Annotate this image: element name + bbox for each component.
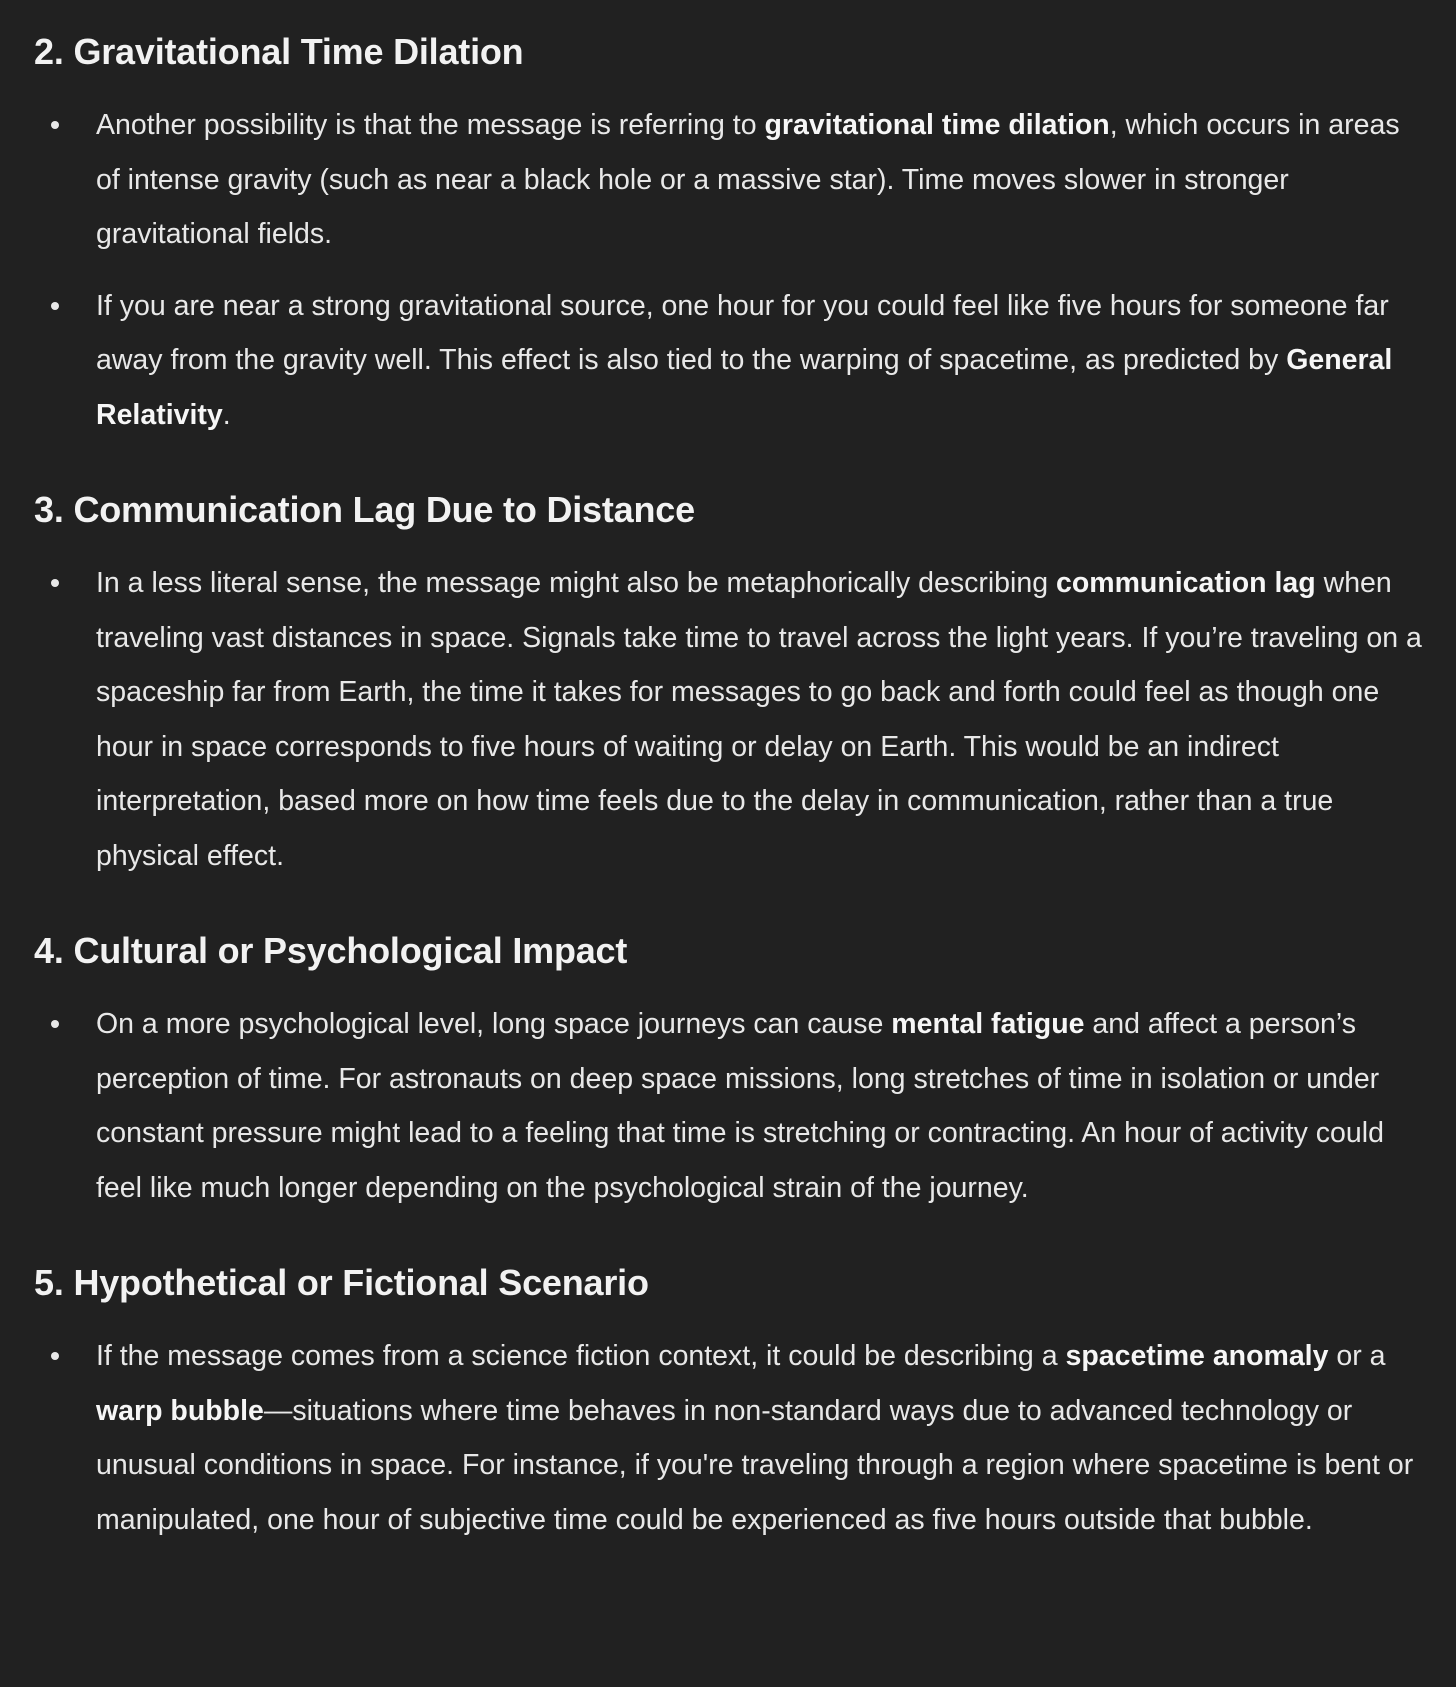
section-number: 4.: [34, 930, 64, 971]
bullet-item: [34, 997, 1422, 1215]
text-run: If you are near a strong gravitational source, one hour for you could feel like five hours for someone far away from the gravity well. This effect is also tied to the warping of spacetime, as predicted by: [96, 289, 1389, 376]
section-2: [34, 24, 1422, 442]
section-heading: [34, 923, 1422, 979]
text-run: and affect a person’s perception of time. For astronauts on deep space missions, long stretches of time in isolation or under constant pressure might lead to a feeling that time is stretching or contracting. An hour of activity could feel like much longer depending on the psychological strain of the journey.: [96, 1008, 1384, 1204]
section-title: Gravitational Time Dilation: [73, 31, 524, 72]
bullet-item: [34, 279, 1422, 443]
bullet-list: [34, 997, 1422, 1215]
text-run: .: [222, 398, 231, 431]
section-number: 5.: [34, 1262, 64, 1303]
bullet-list: [34, 1329, 1422, 1547]
section-heading: [34, 24, 1422, 80]
text-run: , which occurs in areas of intense gravity (such as near a black hole or a massive star). Time moves slower in stronger gravitational fields.: [96, 109, 1400, 250]
text-run: —situations where time behaves in non-standard ways due to advanced technology or unusual conditions in space. For instance, if you're traveling through a region where spacetime is bent or manipulated, one hour of subjective time could be experienced as five hours outside that bubble.: [96, 1394, 1414, 1536]
section-5: [34, 1255, 1422, 1547]
bold-term: General Relativity: [96, 344, 1393, 431]
section-4: [34, 923, 1422, 1215]
bold-term: spacetime anomaly: [1065, 1340, 1329, 1372]
text-run: or a: [1328, 1340, 1386, 1372]
section-title: Communication Lag Due to Distance: [73, 489, 695, 530]
bullet-list: [34, 556, 1422, 883]
text-run: In a less literal sense, the message might also be metaphorically describing: [96, 567, 1056, 599]
section-title: Hypothetical or Fictional Scenario: [73, 1262, 649, 1303]
bold-term: warp bubble: [96, 1394, 264, 1427]
section-heading: [34, 482, 1422, 538]
text-run: Another possibility is that the message is referring to: [96, 109, 765, 141]
text-run: On a more psychological level, long space journeys can cause: [96, 1008, 892, 1040]
bullet-list: [34, 98, 1422, 442]
bullet-item: [34, 98, 1422, 262]
bullet-item: [34, 556, 1422, 883]
section-title: Cultural or Psychological Impact: [73, 930, 628, 971]
text-run: If the message comes from a science fiction context, it could be describing a: [96, 1340, 1066, 1372]
bold-term: mental fatigue: [891, 1008, 1085, 1040]
section-number: 2.: [34, 31, 64, 72]
bold-term: communication lag: [1055, 567, 1316, 599]
bold-term: gravitational time dilation: [764, 109, 1110, 141]
section-heading: [34, 1255, 1422, 1311]
bullet-item: [34, 1329, 1422, 1547]
section-number: 3.: [34, 489, 64, 530]
text-run: when traveling vast distances in space. Signals take time to travel across the light years. If you’re traveling on a spaceship far from Earth, the time it takes for messages to go back and forth could feel as though one hour in space corresponds to five hours of waiting or delay on Earth. This would be an indirect interpretation, based more on how time feels due to the delay in communication, rather than a true physical effect.: [96, 567, 1422, 872]
section-3: [34, 482, 1422, 883]
